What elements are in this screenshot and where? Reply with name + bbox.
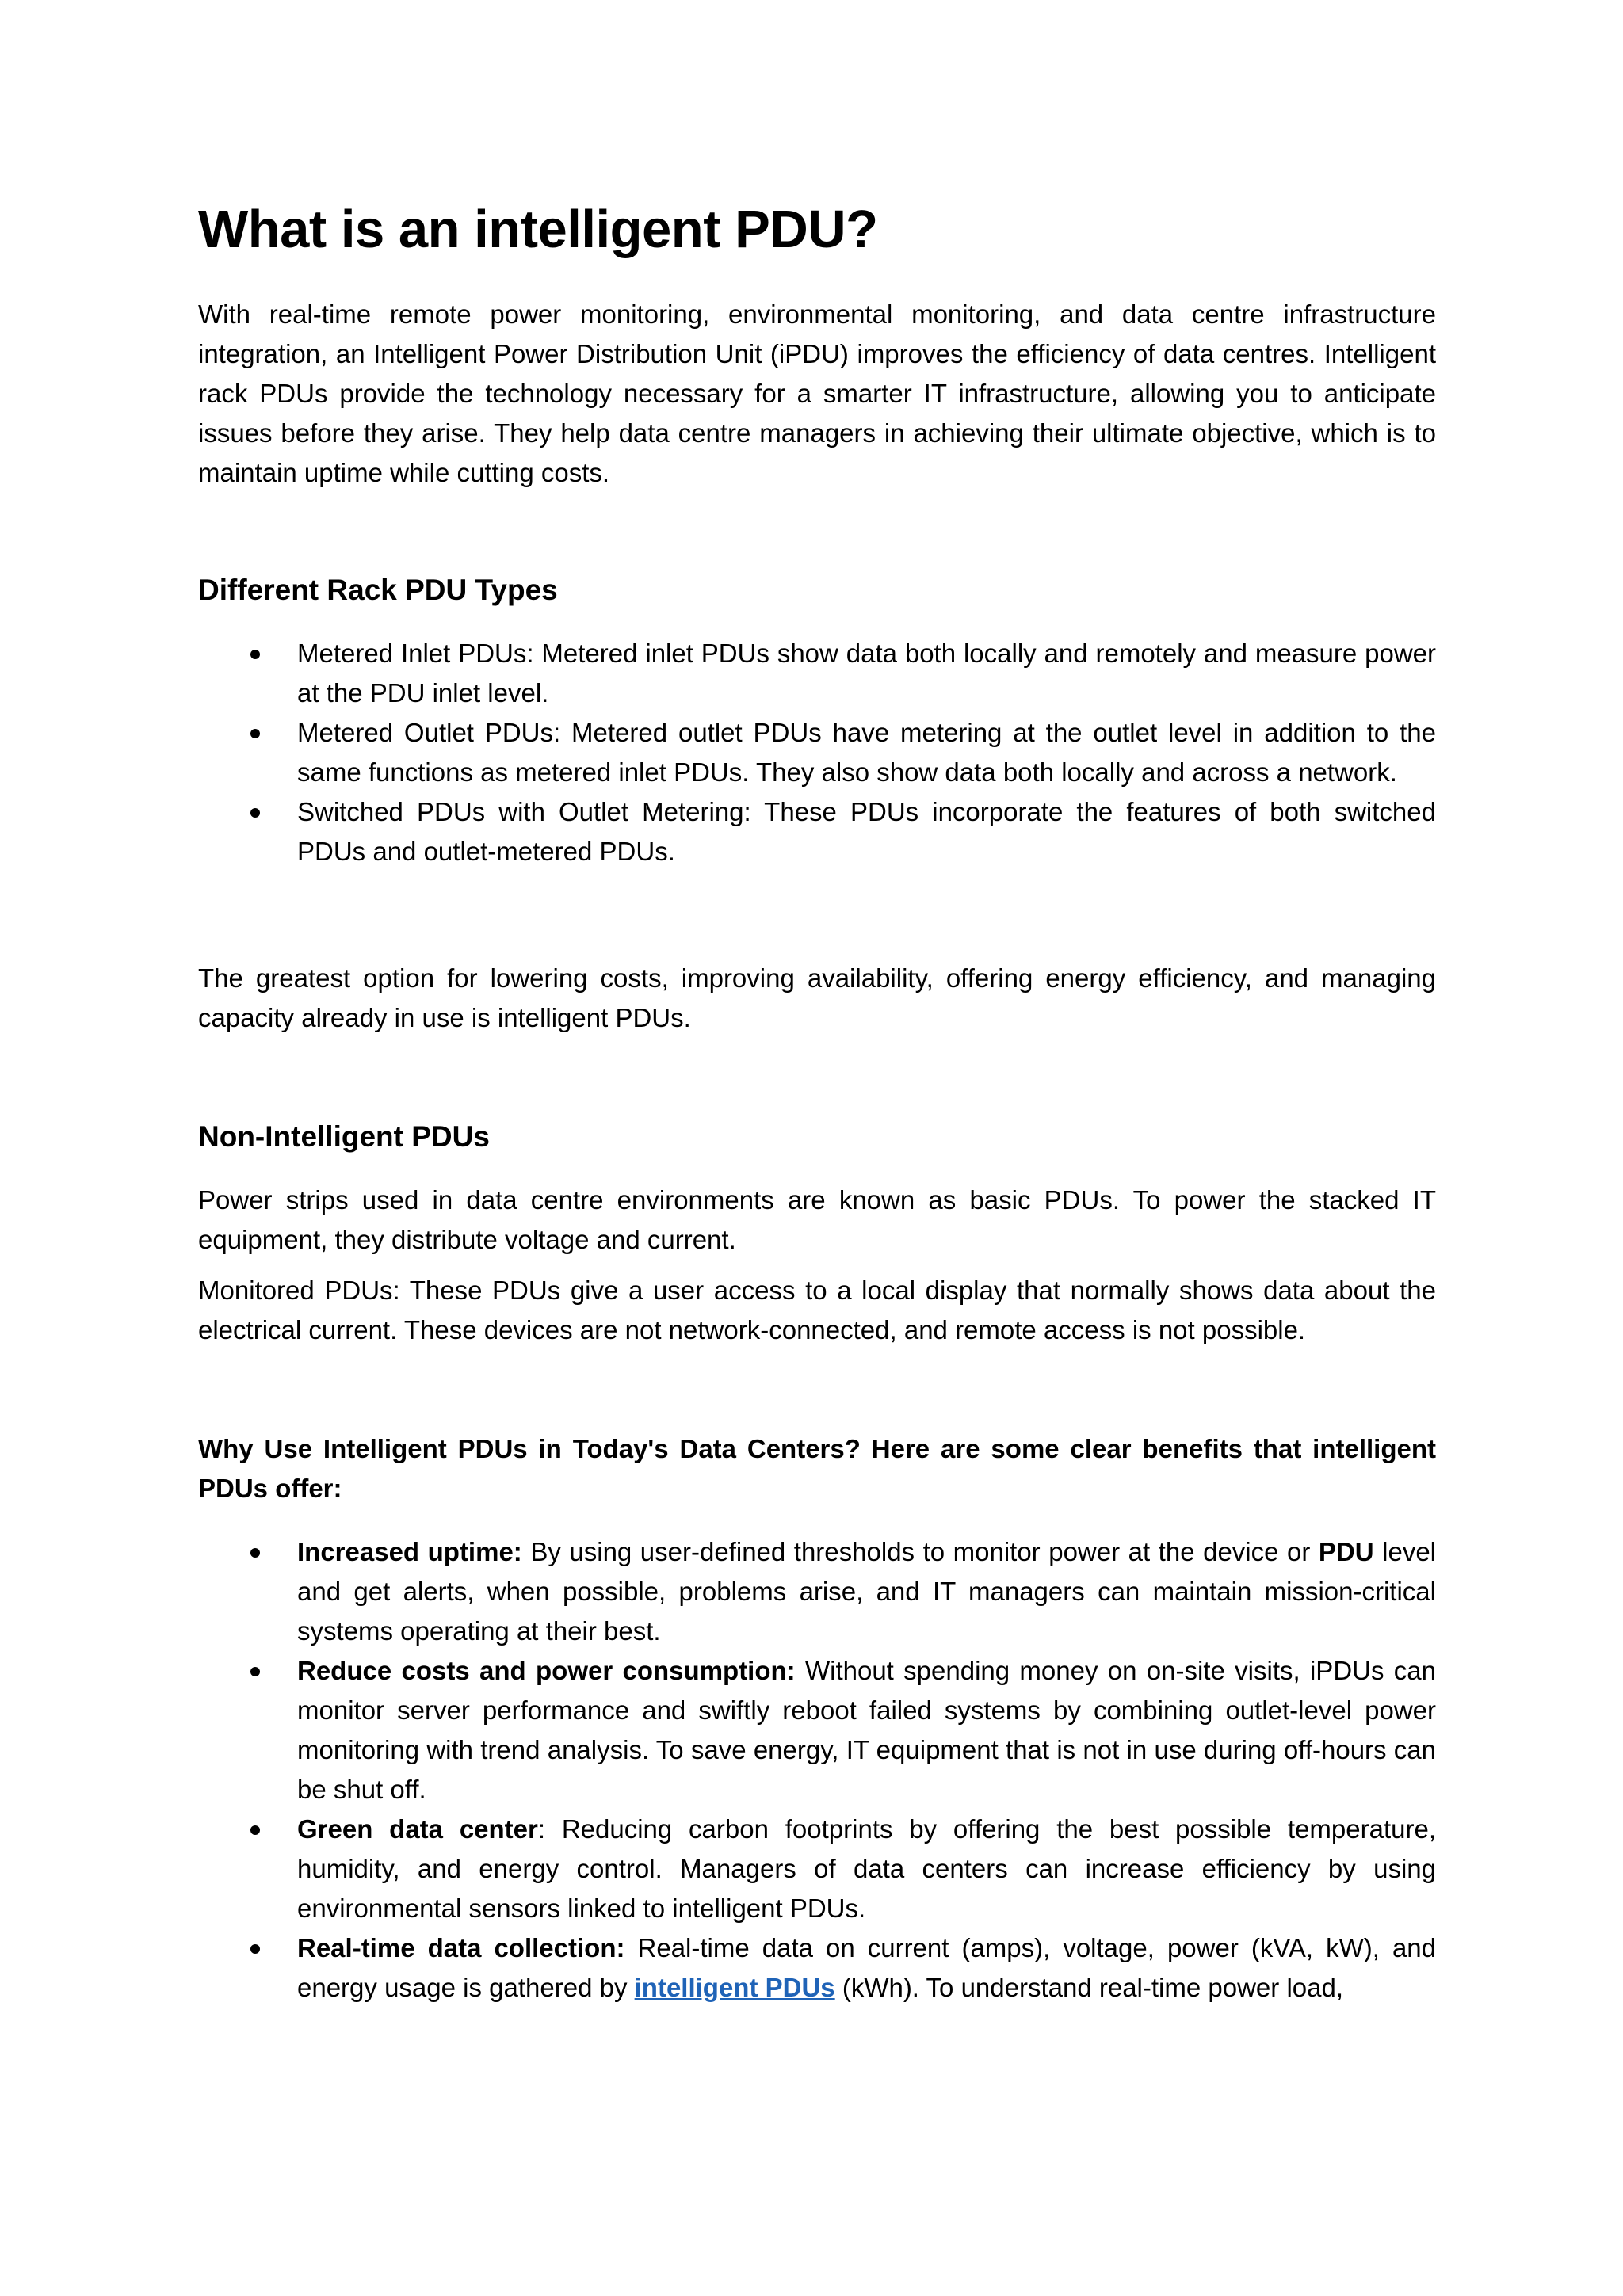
- list-item: [198, 1928, 1436, 2008]
- page-title: What is an intelligent PDU?: [198, 200, 878, 259]
- greatest-option-paragraph: The greatest option for lowering costs, improving availability, offering energy efficiency, and managing capacity already in use is intelligent PDUs.: [198, 963, 1436, 1032]
- list-item-text: Metered Inlet PDUs: Metered inlet PDUs show data both locally and remotely and measure power at the PDU inlet level.: [297, 639, 1436, 707]
- intelligent-pdus-link[interactable]: intelligent PDUs: [634, 1973, 835, 2002]
- benefits-list: [198, 1532, 1436, 2008]
- list-item: [198, 1810, 1436, 1928]
- benefit-text: By using user-defined thresholds to monitor power at the device or: [521, 1537, 1319, 1566]
- bullet-icon: [250, 808, 260, 818]
- benefit-label: Reduce costs and power consumption:: [297, 1656, 796, 1685]
- benefit-label: Increased uptime:: [297, 1537, 522, 1566]
- benefit-text: (kWh). To understand real-time power load,: [834, 1973, 1343, 2002]
- bullet-icon: [250, 729, 260, 738]
- list-item-text: Metered Outlet PDUs: Metered outlet PDUs have metering at the outlet level in addition to the same functions as metered inlet PDUs. They also show data both locally and across a network.: [297, 718, 1436, 787]
- bullet-icon: [250, 1944, 260, 1954]
- list-item: [198, 792, 1436, 871]
- rack-pdu-types-list: [198, 634, 1436, 871]
- basic-pdus-paragraph: Power strips used in data centre environments are known as basic PDUs. To power the stacked IT equipment, they distribute voltage and current.: [198, 1185, 1436, 1254]
- non-intelligent-heading: Non-Intelligent PDUs: [198, 1120, 490, 1153]
- document-page: [198, 198, 1436, 2008]
- benefit-label: Real-time data collection:: [297, 1933, 625, 1962]
- rack-pdu-types-heading: Different Rack PDU Types: [198, 574, 558, 606]
- list-item: [198, 1651, 1436, 1810]
- list-item: [198, 634, 1436, 713]
- bullet-icon: [250, 650, 260, 659]
- monitored-pdus-paragraph: Monitored PDUs: These PDUs give a user access to a local display that normally shows data about the electrical current. These devices are not network-connected, and remote access is not possible.: [198, 1276, 1436, 1344]
- benefit-label: Green data center: [297, 1814, 538, 1844]
- benefit-text: Without spending money on on-site visits, iPDUs can monitor server performance and swiftly reboot failed systems by combining outlet-level power monitoring with trend analysis. To save energy, IT equipment that is not in use during off-hours can be shut off.: [297, 1656, 1436, 1804]
- benefit-bold-term: PDU: [1318, 1537, 1374, 1566]
- benefit-text: : Reducing carbon footprints by offering the best possible temperature, humidity, and energy control. Managers of data centers can increase efficiency by using environmental sensors linked to intelligent PDUs.: [297, 1814, 1436, 1923]
- list-item: [198, 1532, 1436, 1651]
- benefit-text: level and get alerts, when possible, problems arise, and IT managers can maintain mission-critical systems operating at their best.: [297, 1537, 1436, 1646]
- bullet-icon: [250, 1825, 260, 1835]
- bullet-icon: [250, 1667, 260, 1676]
- list-item-text: Switched PDUs with Outlet Metering: These PDUs incorporate the features of both switched PDUs and outlet-metered PDUs.: [297, 797, 1436, 866]
- benefits-intro: Why Use Intelligent PDUs in Today's Data Centers? Here are some clear benefits that intelligent PDUs offer:: [198, 1434, 1436, 1503]
- list-item: [198, 713, 1436, 792]
- intro-paragraph: With real-time remote power monitoring, environmental monitoring, and data centre infrastructure integration, an Intelligent Power Distribution Unit (iPDU) improves the efficiency of data centres. Intelligent rack PDUs provide the technology necessary for a smarter IT infrastructure, allowing you to anticipate issues before they arise. They help data centre managers in achieving their ultimate objective, which is to maintain uptime while cutting costs.: [198, 299, 1436, 487]
- bullet-icon: [250, 1548, 260, 1558]
- benefit-text: Real-time data on current (amps), voltage, power (kVA, kW), and energy usage is gathered by: [297, 1933, 1436, 2002]
